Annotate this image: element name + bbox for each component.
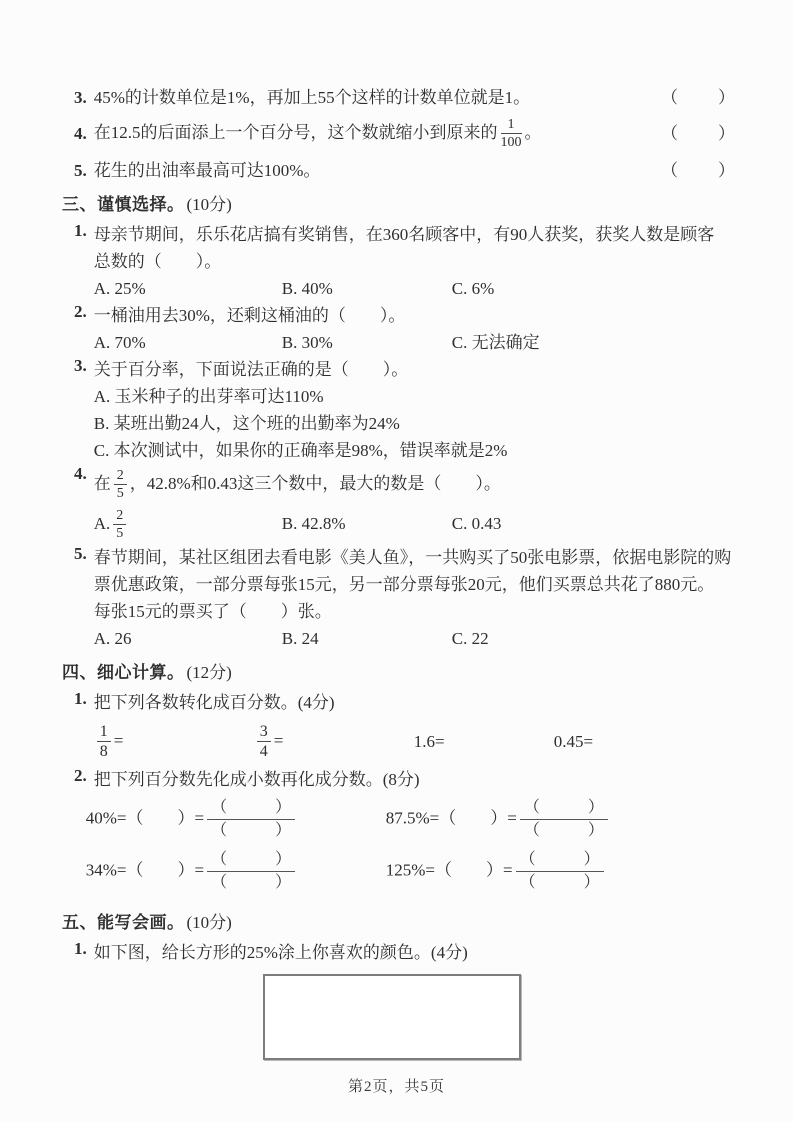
options-row: [94, 504, 737, 544]
question-body: [94, 689, 737, 766]
section-3-heading: [62, 191, 737, 219]
blank-fraction: [516, 850, 604, 893]
question-text-line: 春节期间，某社区组团去看电影《美人鱼》，一共购买了50张电影票，依据电影院的购: [93, 547, 732, 567]
item-number: 4.: [74, 124, 87, 144]
choice-question-2: [74, 302, 737, 356]
question-text-line: 一桶油用去30%，还剩这桶油的（ ）。: [93, 305, 406, 325]
question-number: 1.: [74, 220, 87, 240]
option-b: B. 某班出勤24人，这个班的出勤率为24%: [93, 413, 400, 433]
option-a: A. 26: [93, 628, 132, 648]
calc-question-1: [74, 689, 737, 766]
convert-item-3-4: [254, 721, 414, 763]
option-b: B. 42.8%: [281, 513, 346, 533]
item-text: [94, 115, 651, 153]
fraction-denominator: 4: [259, 743, 268, 761]
question-text-line: 母亲节期间，乐乐花店搞有奖销售，在360名顾客中，有90人获奖，获奖人数是顾客: [93, 224, 715, 244]
question-body: [94, 302, 737, 356]
section-4-heading: [62, 659, 737, 687]
fraction-1-8: [97, 723, 111, 761]
fraction-denominator: 5: [116, 486, 124, 502]
option-c: C. 22: [451, 628, 489, 648]
question-text-line: 如下图，给长方形的25%涂上你喜欢的颜色。(4分): [93, 942, 468, 962]
convert-items-row: [94, 721, 737, 763]
equation-87-5-percent: [386, 798, 608, 841]
equation-row-2: [86, 850, 737, 893]
question-number: 2.: [74, 301, 87, 321]
convert-item-0-45: 0.45=: [553, 731, 594, 751]
option-a-label: A.: [93, 513, 111, 533]
section-title: 四、细心计算。: [62, 662, 185, 682]
item-number: 3.: [74, 88, 87, 107]
question-text-line: 关于百分率，下面说法正确的是（ ）。: [93, 359, 409, 379]
equation-lhs: 34%=（ ）=: [85, 860, 205, 880]
fraction-3-4: [257, 723, 271, 761]
text-after-fraction: ，42.8%和0.43这三个数中，最大的数是（ ）。: [129, 473, 501, 493]
convert-item-1-6: 1.6=: [413, 731, 445, 751]
blank-denominator: （ ）: [211, 821, 292, 839]
answer-blank: （ ）: [661, 160, 737, 180]
question-text-line: [94, 464, 737, 504]
fraction-1-100: [501, 117, 522, 151]
option-b: B. 40%: [281, 278, 333, 298]
question-body: [94, 464, 737, 544]
blank-numerator: （ ）: [516, 850, 604, 872]
question-number: 2.: [74, 765, 87, 785]
blank-numerator: （ ）: [207, 798, 295, 820]
item-number: 5.: [74, 160, 87, 180]
option-c: C. 无法确定: [451, 332, 540, 352]
options-row: [94, 625, 737, 652]
question-text-line: 把下列各数转化成百分数。(4分): [93, 692, 335, 712]
question-body: [94, 544, 737, 652]
option-a: A. 25%: [93, 278, 146, 298]
question-number: 1.: [74, 938, 87, 958]
blank-fraction: [520, 798, 608, 841]
convert-item-1-8: [94, 721, 254, 763]
answer-blank: （ ）: [661, 124, 737, 144]
question-body: [94, 939, 737, 966]
equation-34-percent: [86, 850, 386, 893]
fraction-denominator: 8: [99, 743, 108, 761]
blank-numerator: （ ）: [207, 850, 295, 872]
section-score: (10分): [186, 194, 232, 214]
calc-question-2: [74, 766, 737, 902]
equals-sign: =: [113, 730, 124, 750]
fraction-numerator: 1: [501, 117, 522, 134]
option-c: C. 本次测试中，如果你的正确率是98%，错误率就是2%: [93, 440, 508, 460]
question-number: 1.: [74, 688, 87, 708]
equation-row-1: [86, 798, 737, 841]
question-number: 4.: [74, 463, 87, 483]
option-b: B. 30%: [281, 332, 333, 352]
question-text-line: 把下列百分数先化成小数再化成分数。(8分): [93, 769, 420, 789]
section-score: (12分): [186, 662, 232, 682]
fraction-numerator: 2: [114, 468, 127, 485]
choice-question-4: [74, 464, 737, 544]
judge-item-5: [74, 157, 737, 184]
section-5-heading: [62, 909, 737, 937]
judge-item-3: [74, 84, 737, 111]
blank-denominator: （ ）: [523, 821, 604, 839]
fraction-numerator: 3: [257, 723, 271, 743]
blank-denominator: （ ）: [519, 873, 600, 891]
question-number: 3.: [74, 355, 87, 375]
equation-lhs: 40%=（ ）=: [85, 808, 205, 828]
choice-question-1: [74, 221, 737, 302]
section-title: 五、能写会画。: [62, 912, 185, 932]
blank-fraction: [207, 798, 295, 841]
options-row: [94, 329, 737, 356]
equals-sign: =: [273, 730, 284, 750]
item-text: 花生的出油率最高可达100%。: [93, 160, 321, 180]
blank-denominator: （ ）: [211, 873, 292, 891]
answer-blank: （ ）: [661, 88, 737, 107]
fraction-denominator: 5: [116, 526, 124, 542]
question-number: 5.: [74, 543, 87, 563]
item-text: 45%的计数单位是1%，再加上55个这样的计数单位就是1。: [93, 88, 531, 107]
question-text-line: 票优惠政策，一部分票每张15元，另一部分票每张20元，他们买票总共花了880元。: [93, 574, 715, 594]
fraction-2-5: [114, 468, 127, 502]
page-footer: 第2页，共5页: [347, 1079, 445, 1095]
option-a: A. 玉米种子的出芽率可达110%: [93, 386, 324, 406]
coloring-rectangle: [263, 974, 521, 1060]
option-a: A. 70%: [93, 332, 146, 352]
equation-lhs: 87.5%=（ ）=: [385, 808, 517, 828]
section-score: (10分): [186, 912, 232, 932]
blank-numerator: （ ）: [520, 798, 608, 820]
option-a-fraction-2-5: [113, 508, 126, 542]
text-after-fraction: 。: [524, 122, 542, 142]
section-title: 三、谨慎选择。: [62, 194, 185, 214]
options-row: [94, 275, 737, 302]
blank-fraction: [207, 850, 295, 893]
text-before-fraction: 在: [93, 473, 111, 493]
draw-question-1: [74, 939, 737, 966]
equation-lhs: 125%=（ ）=: [385, 860, 513, 880]
question-body: [94, 221, 737, 302]
choice-question-3: [74, 356, 737, 464]
option-c: C. 6%: [451, 278, 495, 298]
question-body: [85, 766, 737, 902]
choice-question-5: [74, 544, 737, 652]
equation-125-percent: [386, 850, 604, 893]
option-a: [94, 504, 282, 544]
fraction-numerator: 2: [113, 508, 126, 525]
option-b: B. 24: [281, 628, 319, 648]
option-c: C. 0.43: [451, 513, 502, 533]
question-body: [94, 356, 737, 464]
question-text-line: 总数的（ ）。: [93, 251, 222, 271]
equation-40-percent: [86, 798, 386, 841]
judge-item-4: [74, 115, 737, 153]
fraction-numerator: 1: [97, 723, 111, 743]
text-before-fraction: 在12.5的后面添上一个百分号，这个数就缩小到原来的: [93, 122, 498, 142]
question-text-line: 每张15元的票买了（ ）张。: [93, 601, 332, 621]
fraction-denominator: 100: [500, 135, 522, 151]
